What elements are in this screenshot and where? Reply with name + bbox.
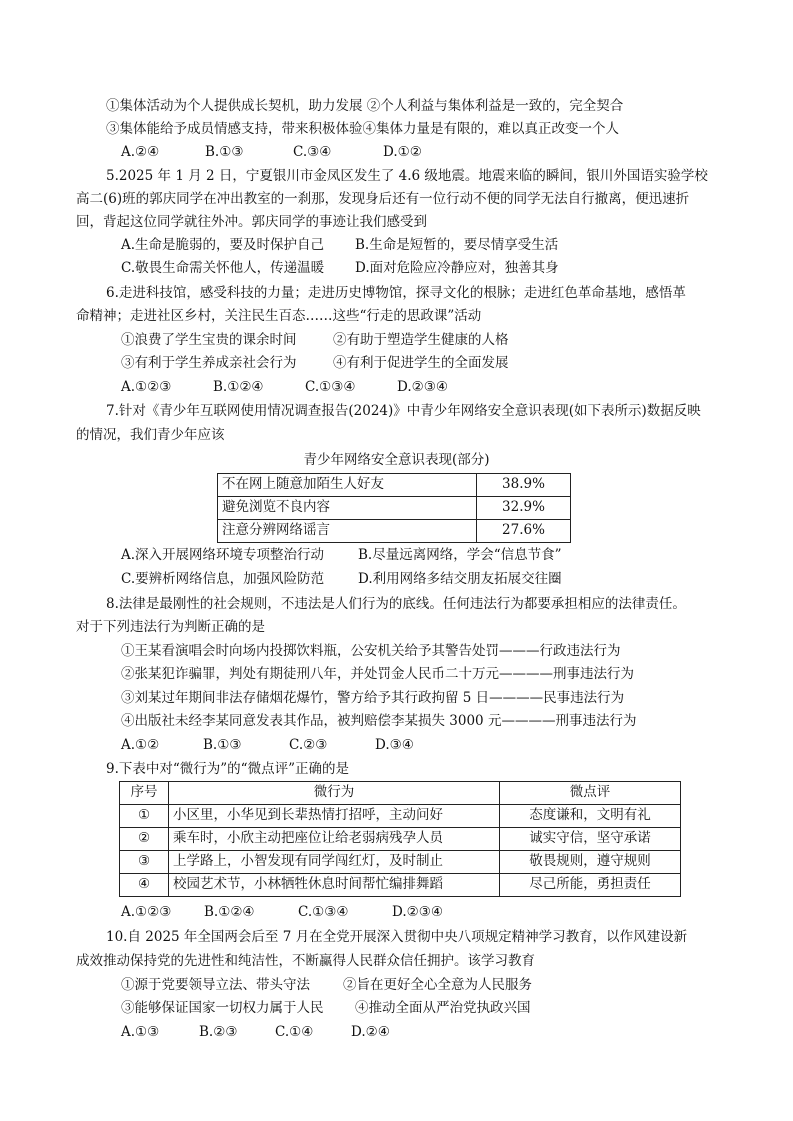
option[interactable]: D.②④ [351, 1024, 390, 1040]
q8-stem-line: 对于下列违法行为判断正确的是 [76, 619, 265, 635]
table-cell: 避免浏览不良内容 [218, 497, 477, 520]
option[interactable]: B.①②④ [213, 379, 264, 395]
item: ①浪费了学生宝贵的课余时间 [121, 332, 297, 348]
item: ④推动全面从严治党执政兴国 [355, 1000, 531, 1016]
option[interactable]: C.①③④ [298, 904, 349, 920]
item: ②旨在更好全心全意为人民服务 [343, 977, 532, 993]
q8-options [121, 739, 414, 753]
q6-items-row [121, 334, 509, 348]
q5-stem-line: 高二(6)班的郭庆同学在冲出教室的一刹那，发现身后还有一位行动不便的同学无法自行撤离，便迅速折 [76, 191, 690, 207]
table-cell: 尽己所能，勇担责任 [500, 874, 681, 897]
option[interactable]: B.尽量远离网络，学会“信息节食” [358, 547, 562, 563]
table-cell: 27.6% [477, 520, 571, 543]
table-header: 微行为 [169, 782, 500, 805]
table-title: 青少年网络安全意识表现(部分) [303, 452, 490, 468]
option[interactable]: C.①④ [275, 1024, 314, 1040]
q10-options [121, 1026, 390, 1040]
option[interactable]: D.②③④ [397, 379, 448, 395]
table-cell: 不在网上随意加陌生人好友 [218, 474, 477, 497]
option[interactable]: A.生命是脆弱的，要及时保护自己 [121, 237, 325, 253]
option[interactable]: B.生命是短暂的，要尽情享受生活 [355, 237, 559, 253]
table-header-row [120, 782, 681, 805]
table-row [120, 851, 681, 874]
q5-options-row [121, 262, 559, 276]
table-row [218, 520, 571, 543]
table-cell: 上学路上，小智发现有同学闯红灯，及时制止 [169, 851, 500, 874]
option[interactable]: D.利用网络多结交朋友拓展交往圈 [358, 571, 562, 587]
option[interactable]: C.③④ [293, 144, 332, 160]
table-cell: 态度谦和，文明有礼 [500, 805, 681, 828]
option[interactable]: C.敬畏生命需关怀他人，传递温暖 [121, 260, 325, 276]
option[interactable]: D.②③④ [392, 904, 443, 920]
q9-table [119, 781, 681, 897]
q10-items-row [121, 979, 532, 993]
q9-options [121, 906, 443, 920]
table-cell: ② [120, 828, 169, 851]
q6-items-row [121, 357, 509, 371]
q8-item: ③刘某过年期间非法存储烟花爆竹，警方给予其行政拘留 5 日————民事违法行为 [121, 690, 625, 706]
table-row [218, 474, 571, 497]
table-cell: ④ [120, 874, 169, 897]
table-cell: ① [120, 805, 169, 828]
option[interactable]: A.①②③ [121, 904, 172, 920]
option[interactable]: D.③④ [375, 737, 414, 753]
option[interactable]: A.①② [121, 737, 160, 753]
option[interactable]: B.①③ [203, 737, 242, 753]
q7-stem-line: 7.针对《青少年互联网使用情况调查报告(2024)》中青少年网络安全意识表现(如下表所示)数据反映 [106, 403, 701, 419]
option[interactable]: A.②④ [121, 144, 160, 160]
table-cell: 小区里，小华见到长辈热情打招呼，主动问好 [169, 805, 500, 828]
table-cell: 32.9% [477, 497, 571, 520]
option[interactable]: C.①③④ [305, 379, 356, 395]
item: ②有助于塑造学生健康的人格 [333, 332, 509, 348]
q10-stem-line: 成效推动保持党的先进性和纯洁性，不断赢得人民群众信任拥护。该学习教育 [76, 953, 535, 969]
option[interactable]: A.①③ [121, 1024, 160, 1040]
q8-stem-line: 8.法律是最刚性的社会规则，不违法是人们行为的底线。任何违法行为都要承担相应的法律责任。 [106, 596, 686, 612]
q5-stem-line: 5.2025 年 1 月 2 日，宁夏银川市金凤区发生了 4.6 级地震。地震来临的瞬间，银川外国语实验学校 [106, 168, 708, 184]
q10-stem-line: 10.自 2025 年全国两会后至 7 月在全党开展深入贯彻中央八项规定精神学习教育，以作风建设新 [106, 929, 688, 945]
option[interactable]: A.①②③ [121, 379, 172, 395]
q6-options [121, 381, 448, 395]
q7-table [217, 473, 571, 543]
q7-stem-line: 的情况，我们青少年应该 [76, 427, 225, 443]
table-row [120, 805, 681, 828]
table-cell: 校园艺术节，小林牺牲休息时间帮忙编排舞蹈 [169, 874, 500, 897]
option[interactable]: C.要辨析网络信息，加强风险防范 [121, 571, 325, 587]
table-cell: ③ [120, 851, 169, 874]
q8-item: ①王某看演唱会时向场内投掷饮料瓶，公安机关给予其警告处罚———行政违法行为 [121, 643, 621, 659]
q8-item: ④出版社未经李某同意发表其作品，被判赔偿李某损失 3000 元————刑事违法行为 [121, 713, 637, 729]
option[interactable]: D.①② [383, 144, 422, 160]
item: ③能够保证国家一切权力属于人民 [121, 1000, 324, 1016]
table-header: 序号 [120, 782, 169, 805]
q5-options-row [121, 239, 558, 253]
q4-options [121, 146, 422, 160]
table-cell: 敬畏规则，遵守规则 [500, 851, 681, 874]
item: ①源于党要领导立法、带头守法 [121, 977, 310, 993]
item: ③有利于学生养成亲社会行为 [121, 355, 297, 371]
option[interactable]: B.①③ [205, 144, 244, 160]
table-cell: 38.9% [477, 474, 571, 497]
table-row [120, 874, 681, 897]
q7-options-row [121, 573, 562, 587]
option[interactable]: A.深入开展网络环境专项整治行动 [121, 547, 325, 563]
table-cell: 注意分辨网络谣言 [218, 520, 477, 543]
table-row [120, 828, 681, 851]
q5-stem-line: 回，背起这位同学就往外冲。郭庆同学的事迹让我们感受到 [76, 214, 427, 230]
q6-stem-line: 6.走进科技馆，感受科技的力量；走进历史博物馆，探寻文化的根脉；走进红色革命基地，感悟革 [106, 285, 686, 301]
q4-item-line: ①集体活动为个人提供成长契机，助力发展 ②个人利益与集体利益是一致的，完全契合 [106, 98, 624, 114]
table-cell: 诚实守信，坚守承诺 [500, 828, 681, 851]
q4-item-line: ③集体能给予成员情感支持，带来积极体验④集体力量是有限的，难以真正改变一个人 [106, 121, 619, 137]
q10-items-row [121, 1002, 531, 1016]
q9-stem: 9.下表中对“微行为”的“微点评”正确的是 [106, 761, 349, 777]
option[interactable]: D.面对危险应冷静应对，独善其身 [355, 260, 559, 276]
q8-item: ②张某犯诈骗罪，判处有期徒刑八年，并处罚金人民币二十万元————刑事违法行为 [121, 666, 634, 682]
table-cell: 乘车时，小欣主动把座位让给老弱病残孕人员 [169, 828, 500, 851]
q7-options-row [121, 549, 562, 563]
table-row [218, 497, 571, 520]
option[interactable]: B.②③ [199, 1024, 238, 1040]
q6-stem-line: 命精神；走进社区乡村，关注民生百态……这些“行走的思政课”活动 [76, 308, 482, 324]
item: ④有利于促进学生的全面发展 [333, 355, 509, 371]
table-header: 微点评 [500, 782, 681, 805]
option[interactable]: B.①②④ [204, 904, 255, 920]
option[interactable]: C.②③ [289, 737, 328, 753]
